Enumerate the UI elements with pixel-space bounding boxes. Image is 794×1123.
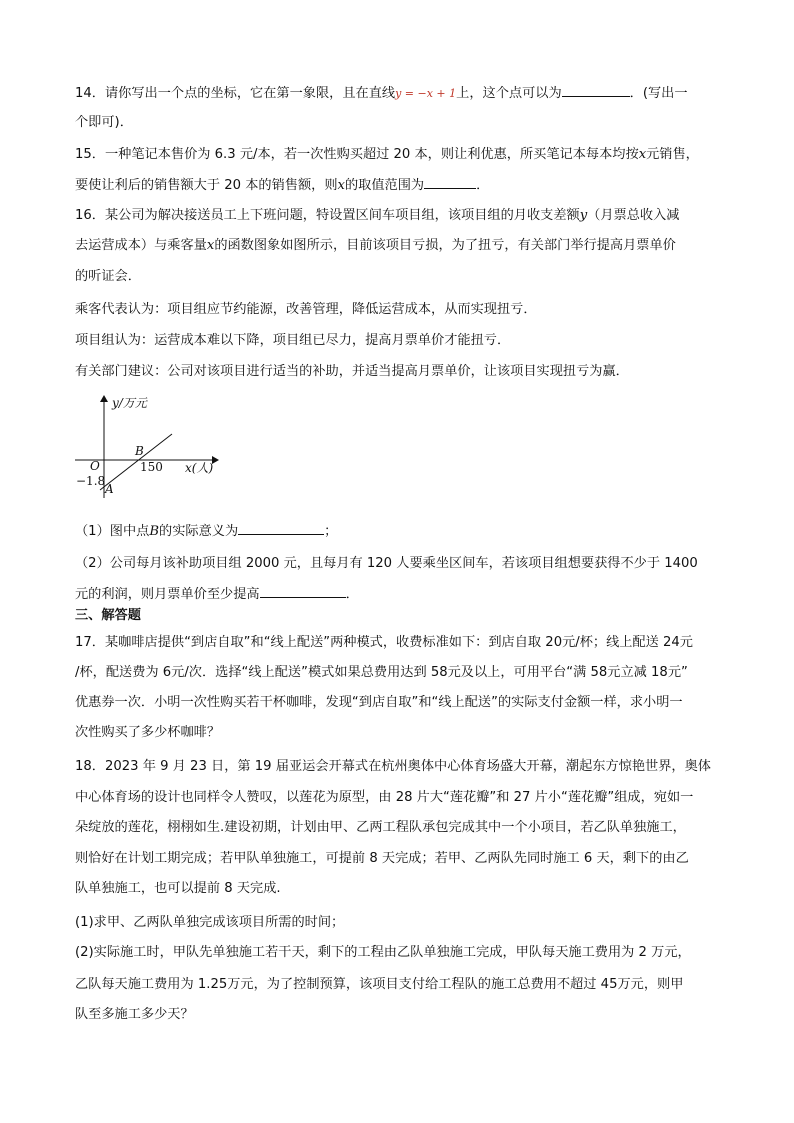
q18-line-3: 朵绽放的莲花，栩栩如生.建设初期，计划由甲、乙两工程队承包完成其中一个小项目，若乙队单独施工， (75, 820, 686, 835)
q15-answer-blank[interactable] (424, 174, 476, 189)
q16-var-y: y (579, 208, 588, 223)
q17-line-3: 优惠券一次．小明一次性购买若干杯咖啡，发现“到店自取”和“线上配送”的实际支付金额一样，求小明一 (75, 695, 683, 710)
q16-text-a: 16．某公司为解决接送员工上下班问题，特设置区间车项目组，该项目组的月收支差额 (75, 208, 580, 223)
q15-text-d: 的取值范围为 (344, 178, 425, 193)
q16-line-3: 的听证会． (75, 269, 141, 284)
q16-sub-2-line-2 (75, 583, 359, 605)
q14-equation: y = −x + 1 (395, 87, 457, 100)
q16-sub-2-line-1: （2）公司每月该补助项目组 2000 元，且每月有 120 人要乘坐区间车，若该项目组想要获得不少于 1400 (75, 556, 698, 571)
q14-answer-blank[interactable] (562, 82, 630, 97)
q16-sub2-text-a: 元的利润，则月票单价至少提高 (75, 587, 260, 602)
q16-text-b: （月票总收入减 (587, 208, 680, 223)
q16-sub2-answer-blank[interactable] (260, 583, 346, 598)
q18-line-1: 18．2023 年 9 月 23 日，第 19 届亚运会开幕式在杭州奥体中心体育场盛大开幕，潮起东方惊艳世界，奥体 (75, 759, 711, 774)
q14-text-a: 14．请你写出一个点的坐标，它在第一象限，且在直线 (75, 86, 396, 101)
q16-line-1 (75, 206, 679, 226)
q18-sub-2-line-2: 乙队每天施工费用为 1.25万元，为了控制预算，该项目支付给工程队的施工总费用不超过 45万元，则甲 (75, 977, 684, 992)
q16-var-x: x (206, 238, 215, 253)
q16-sub-1 (75, 520, 337, 542)
q15-line-1 (75, 145, 699, 165)
q15-line-2 (75, 174, 489, 196)
q15-text-e: ． (476, 178, 490, 193)
q15-text-c: 要使让利后的销售额大于 20 本的销售额，则 (75, 178, 338, 193)
q18-line-4: 则恰好在计划工期完成；若甲队单独施工，可提前 8 天完成；若甲、乙两队先同时施工 6 天，剩下的由乙 (75, 851, 689, 866)
q16-sub1-text-a: （1）图中点 (75, 524, 150, 539)
q17-line-1: 17．某咖啡店提供“到店自取”和“线上配送”两种模式，收费标准如下：到店自取 20元/杯；线上配送 24元 (75, 635, 693, 650)
q16-line-2 (75, 236, 676, 256)
point-a-label: A (105, 482, 114, 496)
q14-line-2: 个即可)． (75, 115, 133, 130)
q17-line-2: /杯，配送费为 6元/次．选择“线上配送”模式如果总费用达到 58元及以上，可用平台“满 58元立减 18元” (75, 665, 688, 680)
y-tick-label: −1.8 (76, 474, 106, 488)
x-tick-label: 150 (140, 460, 163, 474)
q16-text-c: 去运营成本）与乘客量 (75, 238, 207, 253)
q16-function-graph (70, 390, 230, 500)
q16-line-4: 乘客代表认为：项目组应节约能源，改善管理，降低运营成本，从而实现扭亏． (75, 302, 537, 317)
q18-sub-2-line-1: (2)实际施工时，甲队先单独施工若干天，剩下的工程由乙队单独施工完成，甲队每天施工费用为 2 万元， (75, 945, 691, 960)
q15-text-a: 15．一种笔记本售价为 6.3 元/本，若一次性购买超过 20 本，则让利优惠，所买笔记本每本均按 (75, 147, 639, 162)
y-axis-label: y/万元 (112, 396, 147, 410)
q16-sub1-text-c: ； (324, 524, 338, 539)
q16-line-6: 有关部门建议：公司对该项目进行适当的补助，并适当提高月票单价，让该项目实现扭亏为赢． (75, 364, 629, 379)
q14-line-1 (75, 82, 688, 104)
q14-text-b: 上，这个点可以为 (456, 86, 562, 101)
section-heading: 三、解答题 (75, 608, 141, 623)
x-axis-label: x(人) (185, 461, 214, 475)
q15-text-b: 元销售， (646, 147, 699, 162)
q18-sub-1: (1)求甲、乙两队单独完成该项目所需的时间； (75, 915, 345, 930)
q16-line-5: 项目组认为：运营成本难以下降，项目组已尽力，提高月票单价才能扭亏． (75, 333, 511, 348)
q17-line-4: 次性购买了多少杯咖啡？ (75, 725, 221, 740)
q16-sub1-var-b: B (149, 524, 160, 539)
q16-sub2-text-b: ． (345, 587, 359, 602)
origin-label: O (90, 459, 100, 473)
q16-sub1-answer-blank[interactable] (238, 520, 324, 535)
q15-var-x: x (638, 147, 647, 162)
q18-line-2: 中心体育场的设计也同样令人赞叹，以莲花为原型，由 28 片大“莲花瓣”和 27 片小“莲花瓣”组成，宛如一 (75, 790, 694, 805)
point-b-label: B (135, 444, 144, 458)
q16-sub1-text-b: 的实际意义为 (159, 524, 239, 539)
q18-line-5: 队单独施工，也可以提前 8 天完成. (75, 881, 281, 896)
q15-var-x-2: x (337, 178, 345, 193)
q18-sub-2-line-3: 队至多施工多少天？ (75, 1007, 194, 1022)
q14-text-c: ．(写出一 (629, 86, 688, 101)
q16-text-d: 的函数图象如图所示，目前该项目亏损，为了扭亏，有关部门举行提高月票单价 (214, 238, 676, 253)
